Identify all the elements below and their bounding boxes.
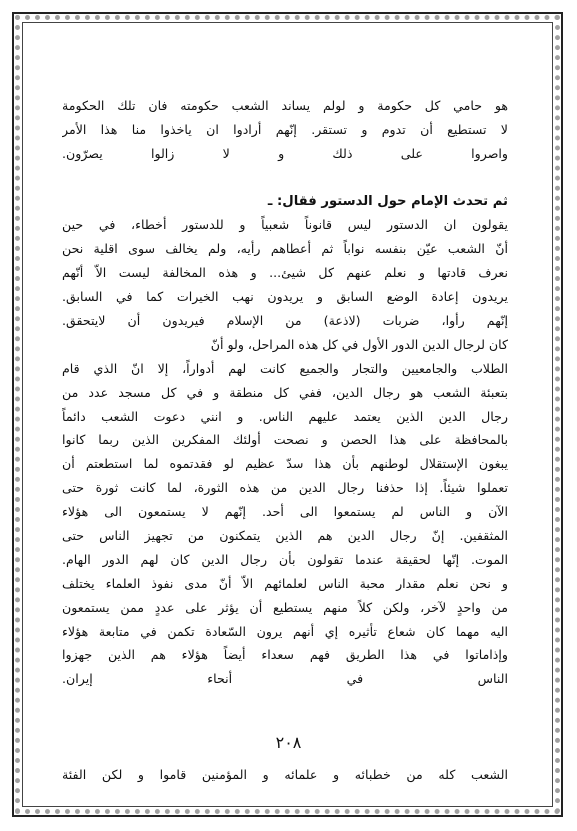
text-line: واصروا على ذلك و لا زالوا يصرّون. — [62, 145, 508, 161]
body-text — [62, 94, 508, 787]
text-line: اليه مهما كان شعاع تأثيره إي أنهم يرون السّعادة تكمن في متابعة هؤلاء — [62, 623, 508, 639]
section-heading: ثم تحدث الإمام حول الدستور فقال: ـ — [267, 193, 508, 209]
text-line: بالمحافظة على هذا الحصن و نصحت أولئك المفكرين الذين ربما كانوا — [62, 432, 508, 448]
text-line: نعرف قادتها و نعلم عنهم كل شيئ... و هذه المخالفة ليست الاّ أنّهم — [62, 265, 508, 281]
text-line: تعملوا شيئاً. إذا حذفنا رجال الدين من هذه الثورة، لما كانت ثورة حتى — [62, 480, 508, 496]
text-line: و نحن نعلم مقدار محبة الناس لعلمائهم الاّ أنّ مدى نفوذ العلماء يختلف — [62, 575, 508, 591]
text-line: رجال الدين الذين يعتمد عليهم الناس. و انني دعوت الشعب دائماً — [62, 408, 508, 424]
text-line: لا تستطيع أن تدوم و تستقر. إنّهم أرادوا ان ياخذوا منا هذا الأمر — [62, 121, 508, 137]
text-line: الطلاب والجامعيين والتجار والجميع كانت لهم أدواراً، إلا انّ الذي قام — [62, 360, 508, 376]
text-line: يقولون ان الدستور ليس قانوناً شعبياً و للدستور أخطاء، في حين — [62, 217, 508, 233]
text-line: المثقفين. إنّ رجال الدين هم الذين يتمكنون من تجهيز الناس حتى — [62, 528, 508, 544]
text-line: من واحدٍ لآخر، ولكن كلاً منهم يستطيع أن يؤثر على عددٍ ممن يستمعون — [62, 599, 508, 615]
text-line: الآن و الناس لم يستمعوا الى أحد. إنّهم لا يستمعون الى هؤلاء — [62, 504, 508, 520]
text-line: إنّهم رأوا، ضربات (لاذعة) من الإسلام فيريدون أن لايتحقق. — [62, 313, 508, 329]
text-line: هو حامي كل حكومة و لولم يساند الشعب حكومته فان تلك الحكومة — [62, 98, 508, 113]
page-number: ٢٠٨ — [275, 733, 302, 752]
text-line: وإذاماتوا في هذا الطريق فهم سعداء أيضاً هؤلاء هم الذين جهزوا — [62, 647, 508, 663]
text-line: يريدون إعادة الوضع السابق و يريدون نهب الخيرات كما في السابق. — [62, 289, 508, 305]
text-line: الموت. إنّها لحقيقة عندما تقولون بأن رجال الدين كان لهم الدور الهام. — [62, 551, 508, 567]
text-line — [62, 166, 508, 190]
text-line: كان لرجال الدين الدور الأول في كل هذه المراحل، ولو أنّ — [210, 336, 508, 352]
text-line: الشعب كله من خطبائه و علمائه و المؤمنين قاموا و لكن الفئة — [62, 766, 508, 782]
text-line: الناس في أنحاء إيران. — [62, 671, 508, 687]
text-line — [62, 691, 508, 715]
text-line: بتعبئة الشعب هو رجال الدين، ففي كل منطقة و في كل مسجد عدد من — [62, 384, 508, 400]
text-line: يبغون الإستقلال لوطنهم بأن هذا سدّ عظيم لو فقدتموه لما استطعتم أن — [62, 456, 508, 472]
text-line: أنّ الشعب عيّن بنفسه نواباً ثم أعطاهم رأيه، ولم يخالف سوى اقلية نحن — [62, 241, 508, 257]
